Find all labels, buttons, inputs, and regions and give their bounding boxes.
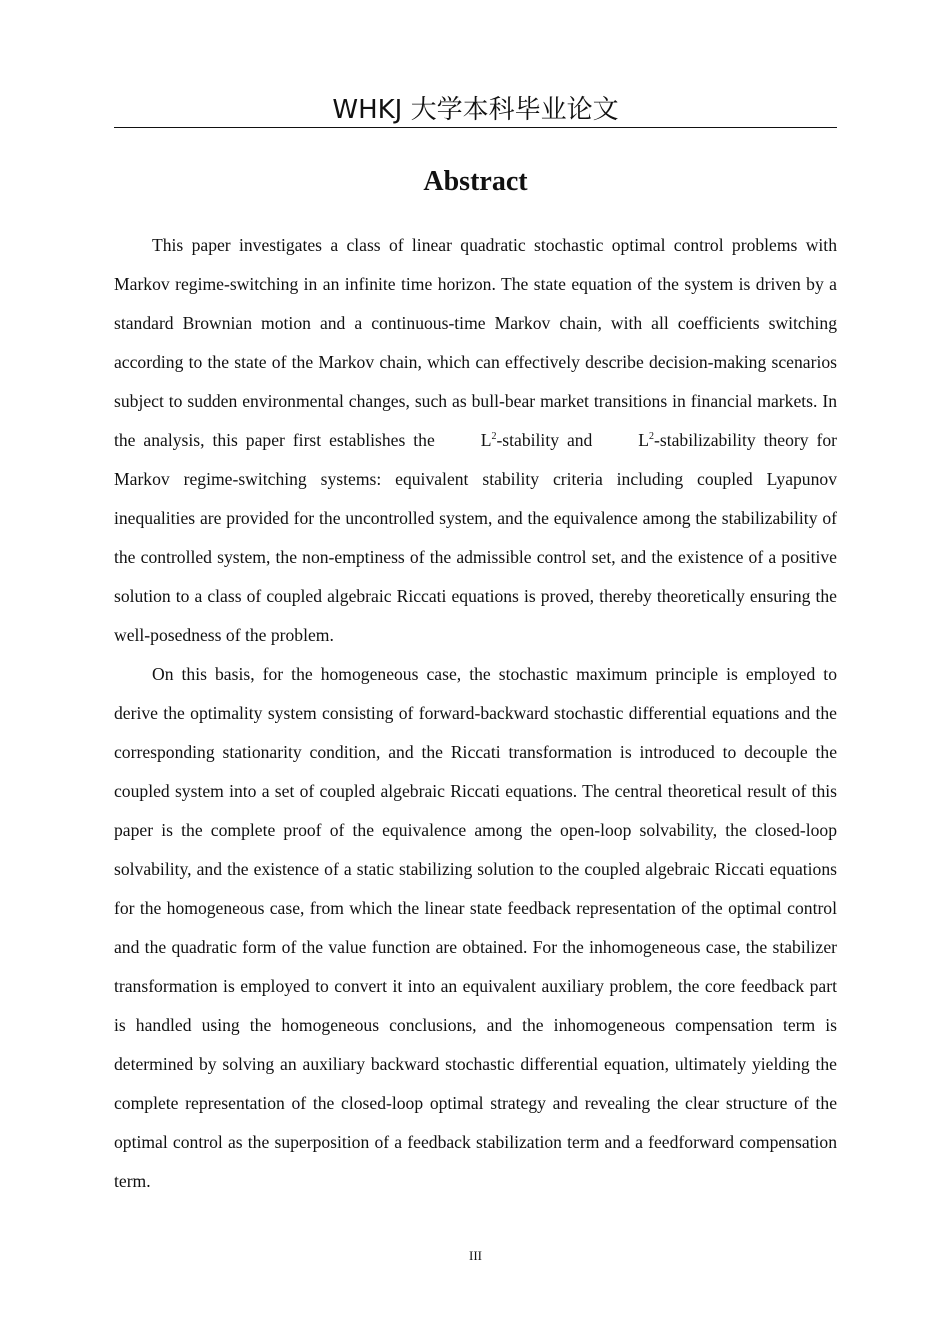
l2-exponent: 2 <box>491 431 497 442</box>
abstract-paragraph-1 <box>114 226 837 655</box>
paragraph-1-text-b: -stability and <box>496 430 601 450</box>
l2-base: L <box>480 430 492 450</box>
l2-base: L <box>638 430 650 450</box>
running-header: WHKJ 大学本科毕业论文 <box>332 95 619 125</box>
abstract-paragraph-2: On this basis, for the homogeneous case, the stochastic maximum principle is employed to derive the optimality system consisting of forward-backward stochastic differential equations and the corresponding stationarity condition, and the Riccati transformation is introduced to decouple the coupled system into a set of coupled algebraic Riccati equations. The central theoretical result of this paper is the complete proof of the equivalence among the open-loop solvability, the closed-loop solvability, and the existence of a static stabilizing solution to the coupled algebraic Riccati equations for the homogeneous case, from which the linear state feedback representation of the optimal control and the quadratic form of the value function are obtained. For the inhomogeneous case, the stabilizer transformation is employed to convert it into an equivalent auxiliary problem, the core feedback part is handled using the homogeneous conclusions, and the inhomogeneous compensation term is determined by solving an auxiliary backward stochastic differential equation, ultimately yielding the complete representation of the closed-loop optimal strategy and revealing the clear structure of the optimal control as the superposition of a feedback stabilization term and a feedforward compensation term. <box>114 664 837 1191</box>
l2-symbol <box>443 421 497 460</box>
abstract-body <box>114 226 837 1201</box>
header-rule <box>114 127 837 128</box>
paragraph-1-text-a: This paper investigates a class of linear quadratic stochastic optimal control problems with Markov regime-switching in an infinite time horizon. The state equation of the system is driven by a standard Brownian motion and a continuous-time Markov chain, with all coefficients switching according to the state of the Markov chain, which can effectively describe decision-making scenarios subject to sudden environmental changes, such as bull-bear market transitions in financial markets. In the analysis, this paper first establishes the <box>114 235 837 450</box>
page-number: III <box>469 1248 482 1263</box>
paragraph-1-text-c: -stabilizability theory for Markov regime-switching systems: equivalent stability criteria including coupled Lyapunov inequalities are provided for the uncontrolled system, and the equivalence among the stabilizability of the controlled system, the non-emptiness of the admissible control set, and the existence of a positive solution to a class of coupled algebraic Riccati equations is proved, thereby theoretically ensuring the well-posedness of the problem. <box>114 430 837 645</box>
l2-symbol <box>600 421 654 460</box>
l2-exponent: 2 <box>649 431 655 442</box>
page-title: Abstract <box>423 166 528 197</box>
